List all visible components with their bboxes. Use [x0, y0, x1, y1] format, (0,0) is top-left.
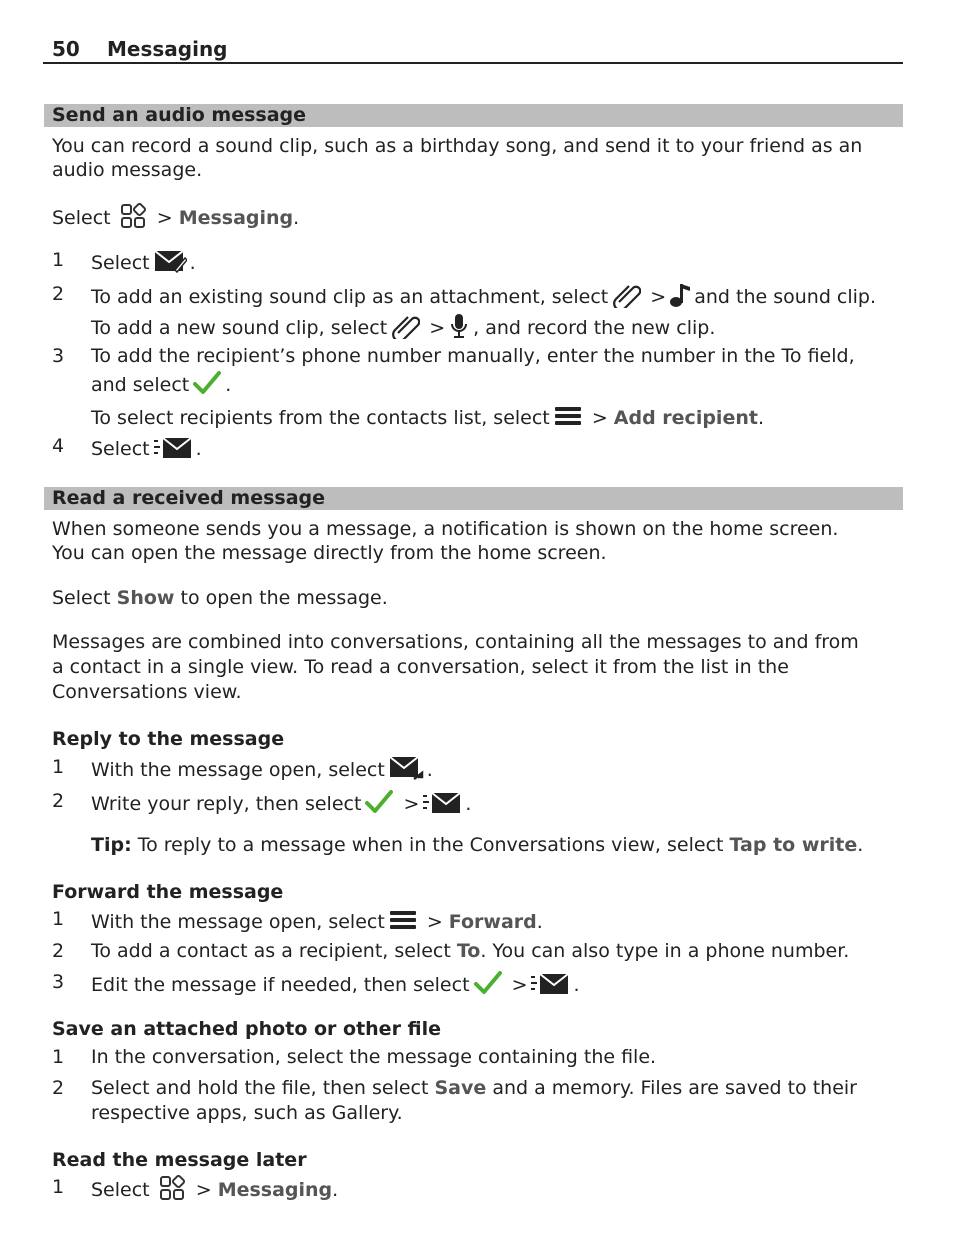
paragraph-line: Messages are combined into conversations, containing all the messages to and from — [52, 631, 859, 653]
step-number: 2 — [52, 1077, 65, 1099]
paragraph-line: Conversations view. — [52, 681, 242, 703]
subheading-forward: Forward the message — [52, 881, 284, 903]
step-number: 2 — [52, 283, 65, 305]
step-number: 1 — [52, 1176, 65, 1198]
apps-menu-icon — [159, 1175, 187, 1201]
section-heading-send-audio: Send an audio message — [44, 104, 903, 127]
text: . — [426, 759, 433, 781]
paragraph-line: You can open the message directly from the home screen. — [52, 542, 607, 564]
ui-label: Save — [434, 1077, 487, 1099]
text: To add an existing sound clip as an attachment, select — [91, 286, 609, 308]
header-rule — [43, 62, 903, 64]
page-number: 50 — [52, 37, 80, 61]
text: With the message open, select — [91, 911, 385, 933]
step-text — [91, 370, 231, 398]
text: > — [195, 1179, 212, 1201]
text: Select — [52, 207, 111, 229]
step-text — [91, 313, 715, 341]
send-message-icon — [422, 789, 462, 815]
text: , and record the new clip. — [473, 317, 716, 339]
text: Select — [91, 438, 150, 460]
menu-icon — [388, 907, 418, 933]
text: > — [426, 911, 443, 933]
text: . — [189, 252, 196, 274]
step-text — [91, 789, 471, 817]
subheading-read-later: Read the message later — [52, 1149, 307, 1171]
text: Select — [52, 587, 111, 609]
text: . — [225, 374, 232, 396]
ui-label: To — [456, 940, 481, 962]
text: Select — [91, 1179, 150, 1201]
step-text — [91, 403, 764, 431]
ui-label: Add recipient — [613, 407, 758, 429]
step-text — [91, 248, 196, 276]
reply-icon — [388, 755, 424, 781]
text: > — [650, 286, 667, 308]
ui-label: Forward — [448, 911, 537, 933]
select-messaging-line — [52, 203, 299, 231]
ui-label: Tap to write — [729, 834, 858, 856]
step-text — [91, 755, 433, 783]
subheading-reply: Reply to the message — [52, 728, 285, 750]
text: to open the message. — [180, 587, 388, 609]
text: > — [511, 974, 528, 996]
step-text: respective apps, such as Gallery. — [91, 1102, 403, 1124]
text: . — [857, 834, 864, 856]
step-text: In the conversation, select the message containing the file. — [91, 1046, 657, 1068]
step-text — [91, 434, 202, 462]
step-text — [91, 939, 849, 964]
checkmark-icon — [364, 789, 394, 815]
text: To add a contact as a recipient, select — [91, 940, 451, 962]
checkmark-icon — [473, 970, 503, 996]
menu-icon — [553, 403, 583, 429]
text: Edit the message if needed, then select — [91, 974, 470, 996]
text: . — [573, 974, 580, 996]
text: . — [195, 438, 202, 460]
ui-label: Show — [116, 587, 175, 609]
step-text: To add the recipient’s phone number manually, enter the number in the To field, — [91, 345, 855, 367]
text: > — [403, 793, 420, 815]
text: . You can also type in a phone number. — [480, 940, 850, 962]
step-text — [91, 1076, 857, 1101]
checkmark-icon — [192, 370, 222, 396]
step-text — [91, 907, 543, 935]
paragraph-line: a contact in a single view. To read a conversation, select it from the list in the — [52, 656, 789, 678]
step-number: 1 — [52, 756, 65, 778]
text: and a memory. Files are saved to their — [492, 1077, 857, 1099]
tip-line — [91, 833, 863, 858]
step-number: 3 — [52, 345, 65, 367]
paragraph-line: When someone sends you a message, a notification is shown on the home screen. — [52, 518, 839, 540]
text: . — [536, 911, 543, 933]
text: > — [429, 317, 446, 339]
step-text — [91, 1175, 338, 1203]
text: . — [757, 407, 764, 429]
text: and the sound clip. — [694, 286, 877, 308]
text: To add a new sound clip, select — [91, 317, 388, 339]
step-number: 1 — [52, 908, 65, 930]
step-number: 2 — [52, 790, 65, 812]
subheading-save: Save an attached photo or other file — [52, 1018, 442, 1040]
section-heading-read-message: Read a received message — [44, 487, 903, 510]
step-number: 1 — [52, 249, 65, 271]
paperclip-icon — [390, 313, 420, 339]
paragraph-line — [52, 586, 388, 611]
step-number: 2 — [52, 940, 65, 962]
microphone-icon — [448, 313, 470, 339]
text: . — [293, 207, 300, 229]
ui-label: Messaging — [217, 1179, 333, 1201]
step-text — [91, 282, 876, 310]
text: Select — [91, 252, 150, 274]
tip-label: Tip: — [91, 834, 132, 856]
intro-line-1: You can record a sound clip, such as a birthday song, and send it to your friend as an — [52, 135, 863, 157]
text: Select and hold the file, then select — [91, 1077, 429, 1099]
step-number: 1 — [52, 1046, 65, 1068]
paperclip-icon — [611, 282, 641, 308]
music-note-icon — [669, 282, 691, 308]
text: Write your reply, then select — [91, 793, 362, 815]
step-text — [91, 970, 580, 998]
intro-line-2: audio message. — [52, 159, 203, 181]
text: . — [332, 1179, 339, 1201]
new-message-icon — [153, 248, 187, 274]
text: To reply to a message when in the Conversations view, select — [137, 834, 724, 856]
send-message-icon — [153, 434, 193, 460]
chapter-title: Messaging — [107, 37, 228, 61]
text: > — [591, 407, 608, 429]
text: With the message open, select — [91, 759, 385, 781]
text: and select — [91, 374, 190, 396]
text: . — [465, 793, 472, 815]
ui-label: Messaging — [178, 207, 294, 229]
step-number: 4 — [52, 435, 65, 457]
step-number: 3 — [52, 971, 65, 993]
text: To select recipients from the contacts list, select — [91, 407, 550, 429]
send-message-icon — [530, 970, 570, 996]
text: > — [156, 207, 173, 229]
apps-menu-icon — [120, 203, 148, 229]
